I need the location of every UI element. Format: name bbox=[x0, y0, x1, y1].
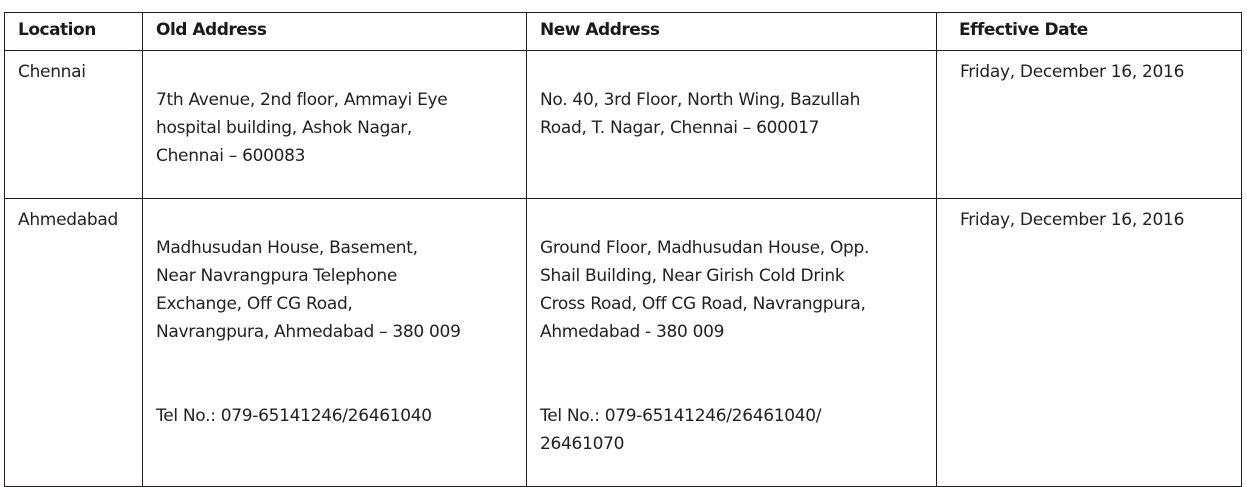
cell-new-address bbox=[527, 51, 937, 199]
new-telephone-text: Tel No.: 079-65141246/26461040/ 26461070 bbox=[540, 406, 822, 454]
new-address-text: No. 40, 3rd Floor, North Wing, Bazullah Road, T. Nagar, Chennai – 600017 bbox=[540, 90, 861, 138]
cell-old-address bbox=[143, 51, 527, 199]
table-header-row bbox=[5, 13, 1242, 51]
cell-new-address bbox=[527, 199, 937, 487]
address-change-table bbox=[4, 12, 1242, 487]
table-row bbox=[5, 199, 1242, 487]
table-row bbox=[5, 51, 1242, 199]
cell-effective-date: Friday, December 16, 2016 bbox=[937, 199, 1242, 487]
old-address-text: 7th Avenue, 2nd floor, Ammayi Eye hospital building, Ashok Nagar, Chennai – 600083 bbox=[156, 90, 448, 166]
cell-effective-date: Friday, December 16, 2016 bbox=[937, 51, 1242, 199]
cell-location: Chennai bbox=[5, 51, 143, 199]
old-telephone-text: Tel No.: 079-65141246/26461040 bbox=[156, 406, 432, 426]
header-location: Location bbox=[5, 13, 143, 51]
old-address-text: Madhusudan House, Basement, Near Navrangpura Telephone Exchange, Off CG Road, Navrangpura, Ahmedabad – 380 009 bbox=[156, 238, 461, 342]
header-effective-date: Effective Date bbox=[937, 13, 1242, 51]
cell-location: Ahmedabad bbox=[5, 199, 143, 487]
header-old-address: Old Address bbox=[143, 13, 527, 51]
new-address-text: Ground Floor, Madhusudan House, Opp. Shail Building, Near Girish Cold Drink Cross Road, Off CG Road, Navrangpura, Ahmedabad - 380 009 bbox=[540, 238, 870, 342]
header-new-address: New Address bbox=[527, 13, 937, 51]
cell-old-address bbox=[143, 199, 527, 487]
